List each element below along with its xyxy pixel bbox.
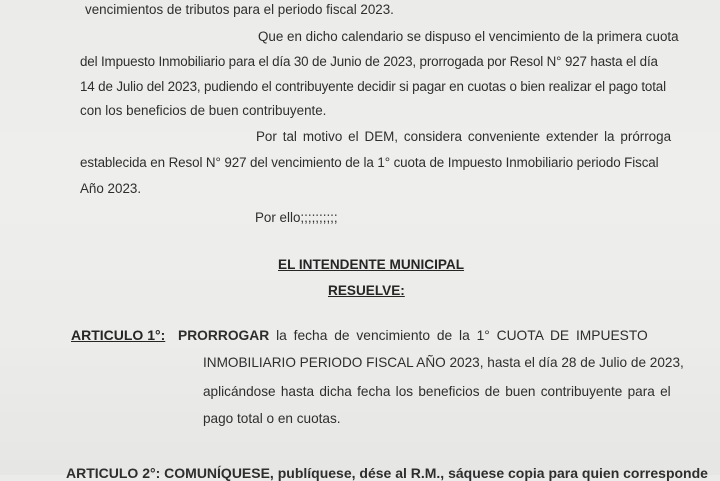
calendar-paragraph-line3: 14 de Julio del 2023, pudiendo el contribuyente decidir si pagar en cuotas o bien realizar el pago total [80,79,666,94]
articulo1-line1 [178,328,656,344]
heading-resuelve: RESUELVE: [328,283,405,298]
calendar-paragraph-line1: Que en dicho calendario se dispuso el vencimiento de la primera cuota [258,29,679,44]
intro-fragment: vencimientos de tributos para el periodo fiscal 2023. [85,2,394,17]
articulo1-line2: INMOBILIARIO PERIODO FISCAL AÑO 2023, hasta el día 28 de Julio de 2023, [203,355,684,370]
articulo2-partial: ARTICULO 2°: COMUNÍQUESE, publíquese, dése al R.M., sáquese copia para quien corresponde [66,465,708,481]
articulo1-line4: pago total o en cuotas. [203,411,341,426]
calendar-paragraph-line4: con los beneficios de buen contribuyente. [80,103,327,118]
heading-intendente: EL INTENDENTE MUNICIPAL [278,257,465,272]
articulo1-line1-rest: la fecha de vencimiento de la 1° CUOTA DE IMPUESTO [276,328,648,343]
articulo1-line3: aplicándose hasta dicha fecha los beneficios de buen contribuyente para el [203,384,671,399]
motivo-paragraph-line2: establecida en Resol N° 927 del vencimiento de la 1° cuota de Impuesto Inmobiliario periodo Fiscal [80,155,659,170]
por-ello: Por ello;;;;;;;;;; [255,210,338,225]
calendar-paragraph-line2: del Impuesto Inmobiliario para el día 30 de Junio de 2023, prorrogada por Resol N° 927 hasta el día [80,54,658,69]
motivo-paragraph-line1: Por tal motivo el DEM, considera conveniente extender la prórroga [256,129,672,144]
articulo1-verb: PRORROGAR [178,328,270,343]
motivo-paragraph-line3: Año 2023. [80,181,142,196]
articulo1-label: ARTICULO 1°: [71,327,166,343]
